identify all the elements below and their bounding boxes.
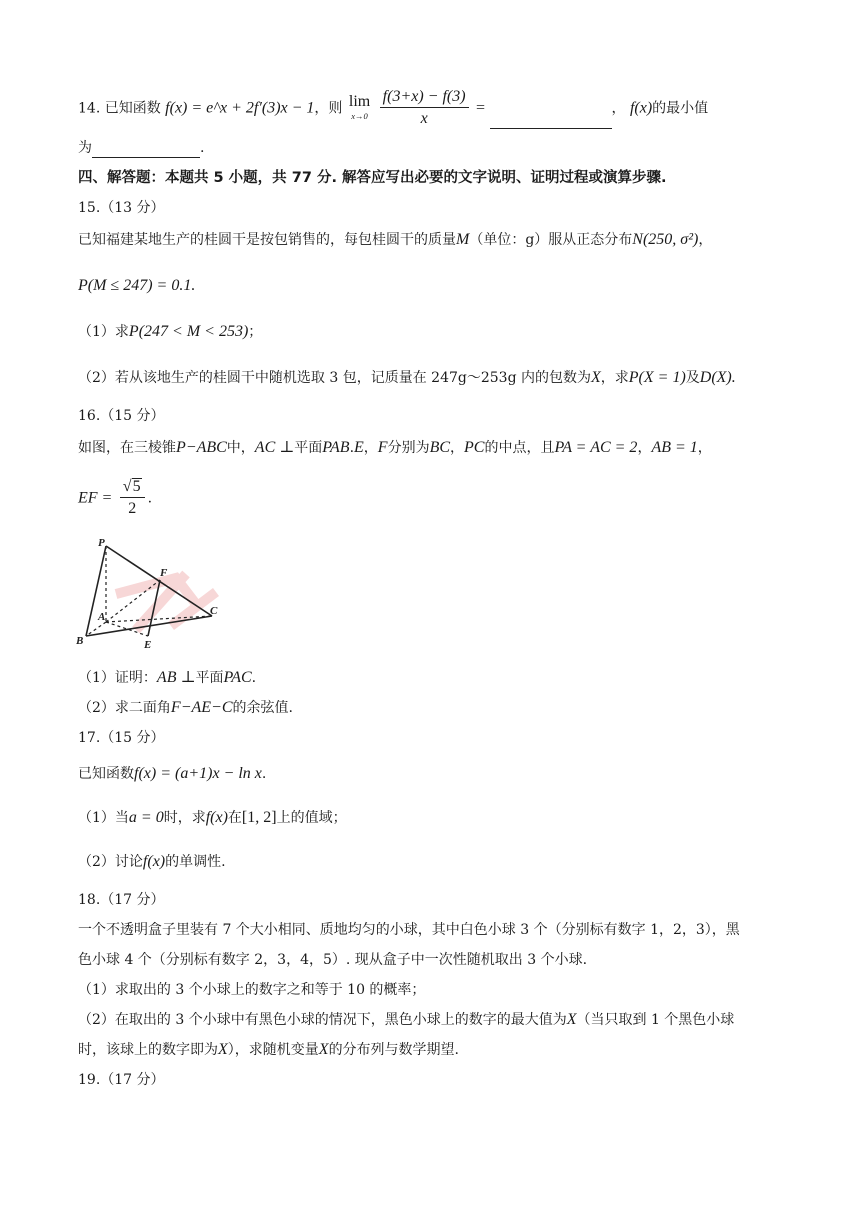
- separator: ，: [363, 440, 378, 456]
- perpendicular-expression: AC ⊥: [254, 439, 295, 456]
- question-15-probability: [78, 276, 195, 296]
- answer-blank-2[interactable]: [92, 141, 200, 158]
- label-f: F: [160, 567, 168, 579]
- part-label: （1）证明：: [78, 670, 157, 686]
- variance-expression: D(X).: [699, 369, 736, 386]
- separator: ，: [611, 100, 626, 117]
- question-text: 为: [78, 140, 92, 156]
- question-text: 如图，在三棱锥: [78, 440, 176, 456]
- question-17-part2: [78, 852, 226, 872]
- normal-distribution: N(250, σ²): [632, 231, 699, 248]
- question-text: 已知函数: [104, 100, 161, 117]
- question-17-header: 17.（15 分）: [78, 730, 165, 746]
- question-text: 已知福建某地生产的桂圆干是按包销售的，每包桂圆干的质量: [78, 232, 456, 248]
- function-definition: f(x) = e^x + 2f′(3)x − 1: [165, 99, 315, 117]
- point-label: E: [354, 439, 364, 456]
- period: .: [200, 140, 205, 156]
- part-label: （1）当: [78, 810, 129, 826]
- variable: X: [590, 369, 601, 386]
- period: .: [261, 766, 267, 782]
- question-text: 平面: [294, 440, 323, 456]
- question-18-part2-line1: [78, 1010, 734, 1030]
- question-text: ，求: [600, 370, 629, 386]
- question-18-stem-line1: 一个不透明盒子里装有 7 个大小相同、质地均匀的小球，其中白色小球 3 个（分别标有数字 1，2，3），黑: [78, 922, 740, 938]
- question-text: （2）在取出的 3 个小球中有黑色小球的情况下，黑色小球上的数字的最大值为: [78, 1012, 567, 1028]
- section-heading: 四、解答题：本题共 5 小题，共 77 分. 解答应写出必要的文字说明、证明过程或演算步骤.: [78, 170, 667, 186]
- question-16-part2: [78, 698, 293, 718]
- question-18-part1: （1）求取出的 3 个小球上的数字之和等于 10 的概率；: [78, 982, 426, 998]
- question-18-part2-line2: [78, 1040, 459, 1060]
- separator: ；: [248, 324, 263, 340]
- question-text: 的中点，且: [484, 440, 555, 456]
- part-label: （2）讨论: [78, 854, 143, 870]
- question-text: 分别为: [387, 440, 430, 456]
- fraction-denominator: x: [420, 110, 428, 127]
- question-text: 的余弦值.: [232, 700, 293, 716]
- question-19-header: 19.（17 分）: [78, 1072, 165, 1088]
- length-equation: PA = AC = 2: [554, 439, 638, 456]
- question-text: 已知函数: [78, 766, 134, 782]
- question-16-header: 16.（15 分）: [78, 408, 165, 424]
- label-a: A: [98, 611, 106, 623]
- question-text: （2）若从该地生产的桂圆干中随机选取 3 包，记质量在 247g～253g 内的包数为: [78, 370, 591, 386]
- question-15-stem: [78, 230, 712, 250]
- question-text: 在: [227, 810, 242, 826]
- question-16-part1: [78, 668, 256, 688]
- period: .: [349, 440, 355, 456]
- variable: X: [318, 1041, 329, 1058]
- question-text: 的最小值: [652, 100, 709, 117]
- question-text: （当只取到 1 个黑色小球: [576, 1012, 735, 1028]
- limit-operator: [348, 92, 371, 123]
- tetrahedron-name: P−ABC: [176, 439, 227, 456]
- question-text: 平面: [195, 670, 224, 686]
- question-text: 上的值域；: [276, 810, 347, 826]
- variable: M: [456, 231, 470, 248]
- function-reference: f(x): [142, 853, 166, 870]
- part-label: （2）求二面角: [78, 700, 171, 716]
- segment-label: BC: [429, 439, 451, 456]
- perpendicular-expression: AB ⊥: [156, 669, 196, 686]
- separator: ，: [698, 232, 713, 248]
- point-label: F: [377, 439, 388, 456]
- length-equation: AB = 1: [651, 439, 698, 456]
- separator: ，: [637, 440, 652, 456]
- question-17-stem: [78, 764, 266, 784]
- question-text: 的单调性.: [165, 854, 226, 870]
- interval: [1, 2]: [241, 809, 277, 826]
- question-18-header: 18.（17 分）: [78, 892, 165, 908]
- question-text: ，则: [314, 100, 343, 117]
- question-17-part1: [78, 808, 347, 828]
- condition: a = 0: [128, 809, 164, 826]
- probability-expression: P(X = 1): [628, 369, 686, 386]
- question-16-stem: [78, 438, 712, 458]
- question-15-part1: [78, 322, 262, 342]
- segment-label: PC: [464, 439, 485, 456]
- plane-name: PAB: [322, 439, 350, 456]
- question-number: 14.: [78, 100, 101, 117]
- ef-fraction: [120, 478, 145, 519]
- question-text: 中，: [226, 440, 255, 456]
- given-probability: P(M ≤ 247) = 0.1.: [78, 277, 196, 294]
- separator: ，: [697, 440, 712, 456]
- separator: ，: [450, 440, 465, 456]
- question-text: ），求随机变量: [227, 1042, 319, 1058]
- label-b: B: [76, 635, 84, 647]
- probability-expression: P(247 < M < 253): [128, 323, 249, 340]
- dihedral-angle: F−AE−C: [170, 699, 233, 716]
- label-c: C: [210, 605, 218, 617]
- plane-name: PAC: [223, 669, 252, 686]
- question-text: 时，该球上的数字即为: [78, 1042, 218, 1058]
- fraction-numerator: f(3+x) − f(3): [380, 88, 469, 108]
- tetrahedron-figure: [76, 534, 222, 652]
- function-reference: f(x): [205, 809, 228, 826]
- sqrt-radicand: 5: [132, 478, 141, 495]
- question-15-part2: [78, 368, 736, 388]
- ef-label: EF =: [78, 489, 113, 507]
- part-label: （1）求: [78, 324, 129, 340]
- question-14-line1: [78, 88, 708, 129]
- limit-subscript: x→0: [351, 110, 368, 121]
- question-text: 的分布列与数学期望.: [328, 1042, 460, 1058]
- fraction-denominator: 2: [128, 500, 137, 517]
- variable: X: [218, 1041, 228, 1058]
- question-text: 时，求: [163, 810, 206, 826]
- question-16-ef: [78, 478, 152, 519]
- function-definition: f(x) = (a+1)x − ln x: [134, 765, 262, 782]
- fraction-numerator: √5: [120, 478, 145, 498]
- question-14-line2: [78, 138, 204, 158]
- question-text: （单位：g）服从正态分布: [469, 232, 633, 248]
- question-15-header: 15.（13 分）: [78, 200, 165, 216]
- question-text: 及: [685, 370, 700, 386]
- label-e: E: [144, 639, 152, 651]
- variable: X: [566, 1011, 577, 1028]
- period: .: [251, 670, 257, 686]
- limit-word: lim: [348, 92, 371, 110]
- label-p: P: [98, 537, 105, 549]
- equals-sign: =: [476, 99, 486, 117]
- question-18-stem-line2: 色小球 4 个（分别标有数字 2，3，4，5）. 现从盒子中一次性随机取出 3 个小球.: [78, 952, 588, 968]
- answer-blank-1[interactable]: [490, 112, 612, 129]
- limit-fraction: [380, 88, 469, 129]
- function-reference: f(x): [629, 99, 653, 117]
- period: .: [147, 490, 153, 507]
